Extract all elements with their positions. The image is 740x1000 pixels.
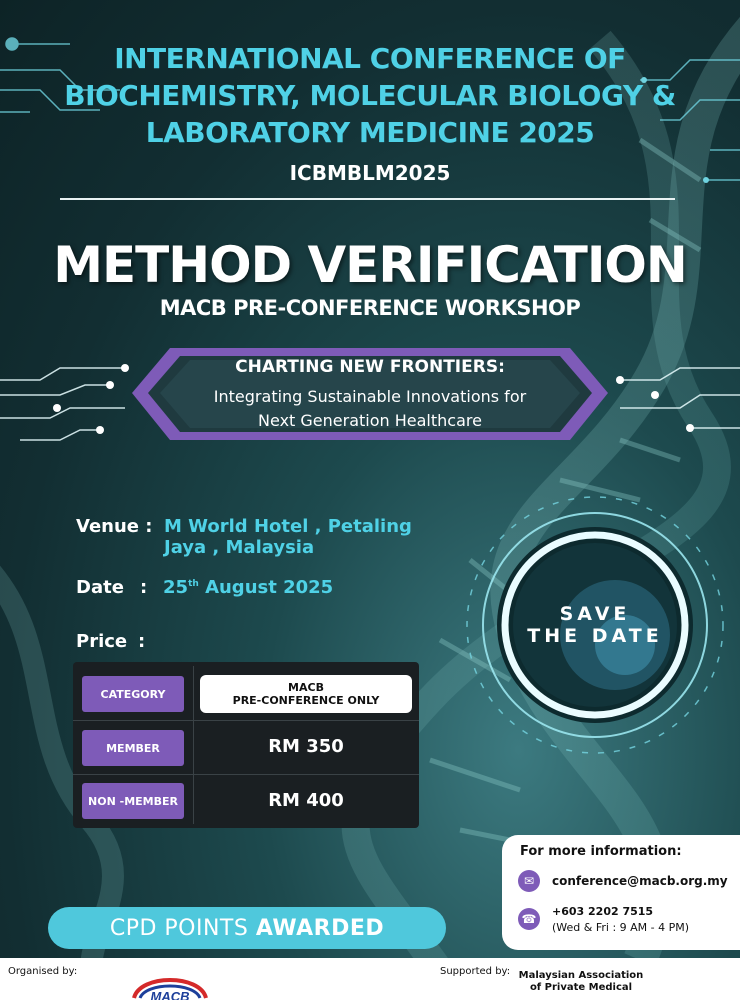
price-colon: : [138,631,146,652]
table-divider [73,720,419,721]
non-member-price: RM 400 [268,790,344,811]
venue-label: Venue : [76,516,153,537]
contact-email[interactable]: conference@macb.org.my [552,874,728,888]
date-value [163,577,333,598]
date-label: Date [76,577,124,598]
category-header: CATEGORY [82,676,184,712]
conference-title-line3: LABORATORY MEDICINE 2025 [145,116,595,149]
supporter-name [516,970,646,994]
workshop-title: METHOD VERIFICATION [53,236,687,294]
column-header [200,675,412,713]
supported-by-label: Supported by: [440,966,511,977]
conference-title [0,40,740,151]
price-table [73,662,419,828]
column-header-line2: PRE-CONFERENCE ONLY [232,694,380,707]
date-rest: August 2025 [205,577,334,598]
venue-value [164,516,412,558]
svg-text:MACB: MACB [150,989,190,1000]
save-the-date-badge [485,603,705,647]
macb-logo [130,968,210,1000]
footer [0,958,740,1000]
conference-acronym: ICBMBLM2025 [289,161,451,185]
supporter-line1: Malaysian Association [518,970,644,981]
venue-line1: M World Hotel , Petaling [164,516,412,537]
member-price: RM 350 [268,736,344,757]
cpd-prefix: CPD POINTS [109,915,249,941]
theme-line3: Next Generation Healthcare [258,411,482,430]
contact-hours: (Wed & Fri : 9 AM - 4 PM) [552,921,690,934]
date-suffix: th [188,579,199,589]
organised-by-label: Organised by: [8,966,78,977]
member-category: MEMBER [82,730,184,766]
badge-line2: THE DATE [527,625,663,647]
badge-line1: SAVE [559,603,631,625]
date-day: 25 [163,577,189,598]
mail-icon: ✉ [518,870,540,892]
contact-phone[interactable]: +603 2202 7515 [552,905,654,918]
conference-title-line1: INTERNATIONAL CONFERENCE OF [114,42,626,75]
divider [60,198,675,200]
contact-card [502,835,740,950]
theme-line1: CHARTING NEW FRONTIERS: [235,357,505,377]
cpd-emphasis: AWARDED [255,915,385,941]
phone-icon: ☎ [518,908,540,930]
price-label: Price [76,631,128,652]
table-divider-vertical [193,666,194,824]
date-colon: : [140,577,148,598]
supporter-line2: of Private Medical [529,982,633,993]
conference-title-line2: BIOCHEMISTRY, MOLECULAR BIOLOGY & [64,79,676,112]
cpd-banner [48,907,446,949]
column-header-line1: MACB [288,681,324,694]
table-divider [73,774,419,775]
venue-line2: Jaya , Malaysia [164,537,315,558]
contact-heading: For more information: [520,844,682,859]
theme-banner [180,357,560,433]
non-member-category: NON -MEMBER [82,783,184,819]
workshop-subtitle: MACB PRE-CONFERENCE WORKSHOP [159,296,581,320]
theme-line2: Integrating Sustainable Innovations for [213,387,527,406]
